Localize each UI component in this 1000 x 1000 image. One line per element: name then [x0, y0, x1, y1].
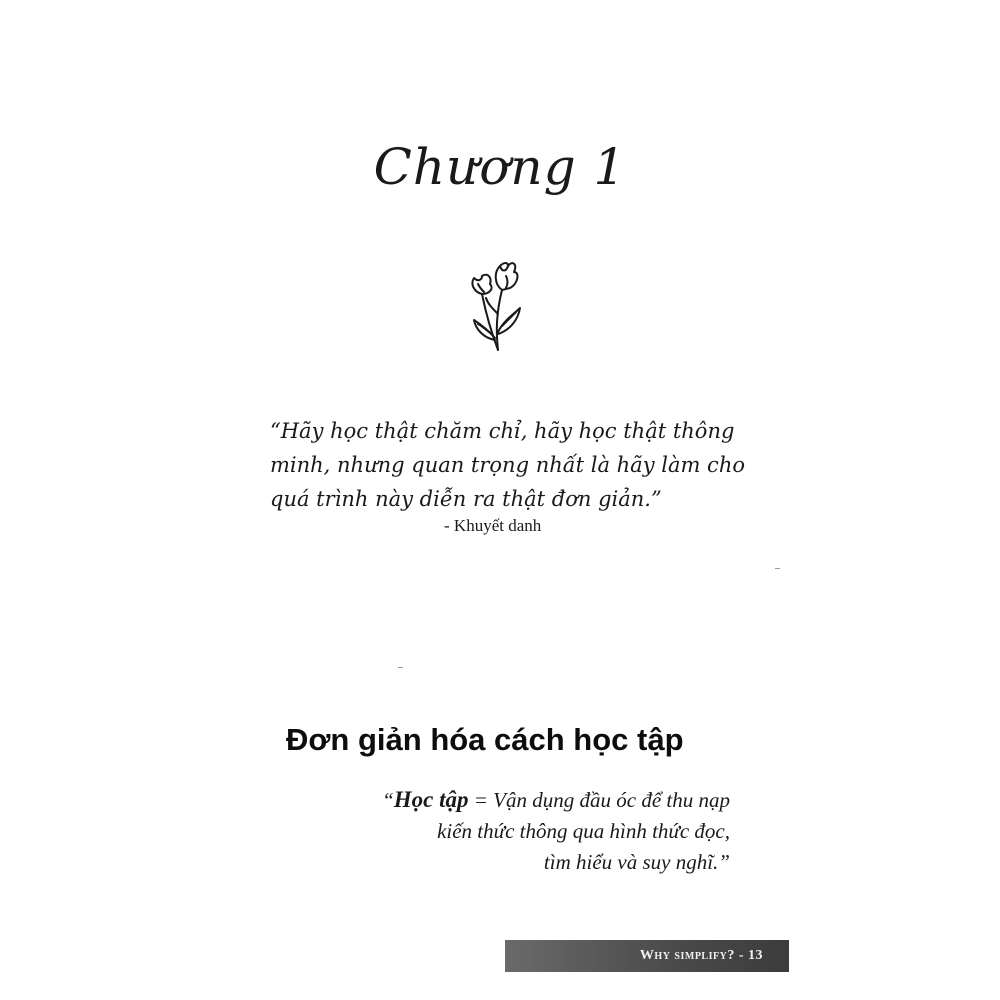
definition-line: tìm hiểu và suy nghĩ.” [543, 850, 730, 874]
epigraph-author: - Khuyết danh [444, 516, 542, 535]
epigraph-line: “Hãy học thật chăm chỉ, hãy học thật thông [270, 419, 735, 443]
chapter-title: Chương 1 [373, 138, 627, 196]
scan-speck [398, 667, 403, 668]
definition-term: Học tập [393, 787, 469, 812]
running-footer-title: Why simplify? [639, 948, 735, 963]
definition-line1-rest: = Vận dụng đầu óc để thu nạp [468, 788, 730, 812]
definition-line: kiến thức thông qua hình thức đọc, [437, 819, 730, 843]
open-quote: “ [382, 788, 394, 812]
page-footer-bar [505, 940, 789, 972]
epigraph-line: quá trình này diễn ra thật đơn giản.” [270, 487, 662, 511]
epigraph-line: minh, nhưng quan trọng nhất là hãy làm cho [270, 453, 745, 477]
section-title: Đơn giản hóa cách học tập [286, 722, 684, 757]
definition-quote [330, 784, 730, 878]
flower-sprig-icon [462, 254, 530, 354]
footer-separator: - [734, 948, 748, 963]
epigraph-quote [270, 414, 745, 516]
definition-line [330, 784, 730, 816]
scan-speck [775, 568, 780, 569]
running-footer [640, 948, 763, 964]
page-number: 13 [748, 948, 763, 963]
